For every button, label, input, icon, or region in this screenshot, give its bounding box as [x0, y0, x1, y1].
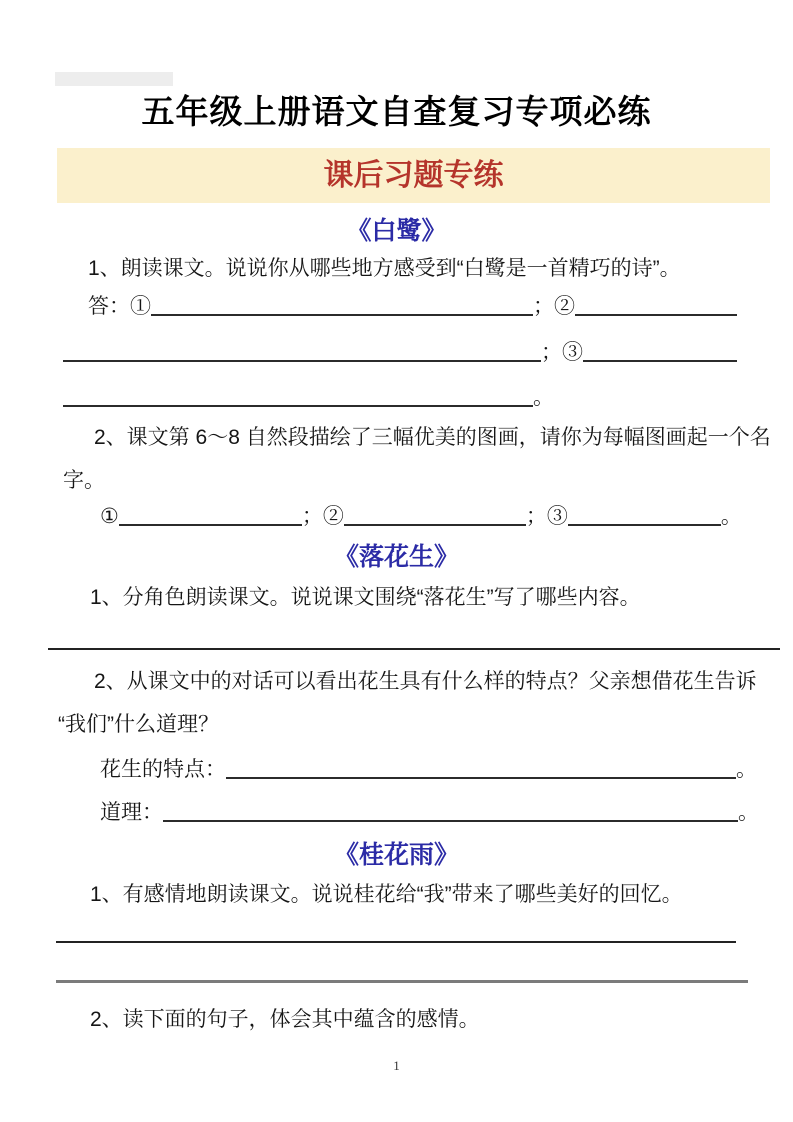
section-heading-guihuayu: 《桂花雨》: [333, 841, 459, 869]
section-heading-luohuasheng: 《落花生》: [333, 543, 459, 571]
period: 。: [736, 758, 757, 781]
page-title: 五年级上册语文自查复习专项必练: [141, 93, 652, 130]
period: 。: [533, 386, 554, 409]
answer-rule-thick[interactable]: [56, 980, 748, 983]
answer-blank[interactable]: [575, 292, 737, 316]
luohuasheng-question-1: 1、分角色朗读课文。说说课文围绕“落花生”写了哪些内容。: [90, 586, 641, 609]
bailu-question-2-line2: 字。: [63, 469, 105, 492]
guihuayu-question-1: 1、有感情地朗读课文。说说桂花给“我”带来了哪些美好的回忆。: [90, 883, 683, 906]
answer-blank[interactable]: [568, 502, 721, 526]
bailu-naming-row: [100, 502, 742, 531]
sep-circled-3: ；③: [525, 505, 568, 528]
principle-answer-row: [100, 798, 759, 827]
bailu-answer-row-3: [63, 383, 554, 412]
answer-blank[interactable]: [63, 383, 533, 407]
scan-smudge: [55, 72, 173, 86]
answer-blank[interactable]: [583, 338, 737, 362]
period: 。: [738, 801, 759, 824]
guihuayu-question-2: 2、读下面的句子，体会其中蕴含的感情。: [90, 1008, 480, 1031]
page-number: 1: [393, 1058, 400, 1073]
circled-1: ①: [100, 505, 119, 528]
answer-blank[interactable]: [344, 502, 526, 526]
answer-prefix: 答：: [88, 295, 130, 318]
circled-1: ①: [130, 295, 151, 318]
banner-title: 课后习题专练: [323, 159, 504, 192]
bailu-answer-row-2: [63, 338, 737, 367]
bailu-answer-row-1: [88, 292, 737, 321]
sep-circled-2: ；②: [301, 505, 344, 528]
trait-answer-row: [100, 755, 757, 784]
answer-blank[interactable]: [226, 755, 736, 779]
trait-label: 花生的特点：: [100, 758, 226, 781]
principle-label: 道理：: [100, 801, 163, 824]
answer-rule-full[interactable]: [48, 648, 780, 650]
answer-blank[interactable]: [63, 338, 541, 362]
sep-circled-2: ；②: [533, 295, 575, 318]
answer-blank[interactable]: [119, 502, 302, 526]
period: 。: [720, 505, 742, 528]
bailu-question-2-line1: 2、课文第 6～8 自然段描绘了三幅优美的图画，请你为每幅图画起一个名: [94, 426, 771, 449]
answer-blank[interactable]: [163, 798, 738, 822]
answer-blank[interactable]: [151, 292, 533, 316]
luohuasheng-question-2-line2: “我们”什么道理？: [58, 713, 219, 736]
banner: [57, 148, 770, 203]
luohuasheng-question-2-line1: 2、从课文中的对话可以看出花生具有什么样的特点？父亲想借花生告诉: [94, 670, 757, 693]
answer-rule[interactable]: [56, 941, 736, 943]
sep-circled-3: ；③: [541, 341, 583, 364]
section-heading-bailu: 《白鹭》: [346, 217, 447, 245]
bailu-question-1: 1、朗读课文。说说你从哪些地方感受到“白鹭是一首精巧的诗”。: [88, 257, 681, 280]
